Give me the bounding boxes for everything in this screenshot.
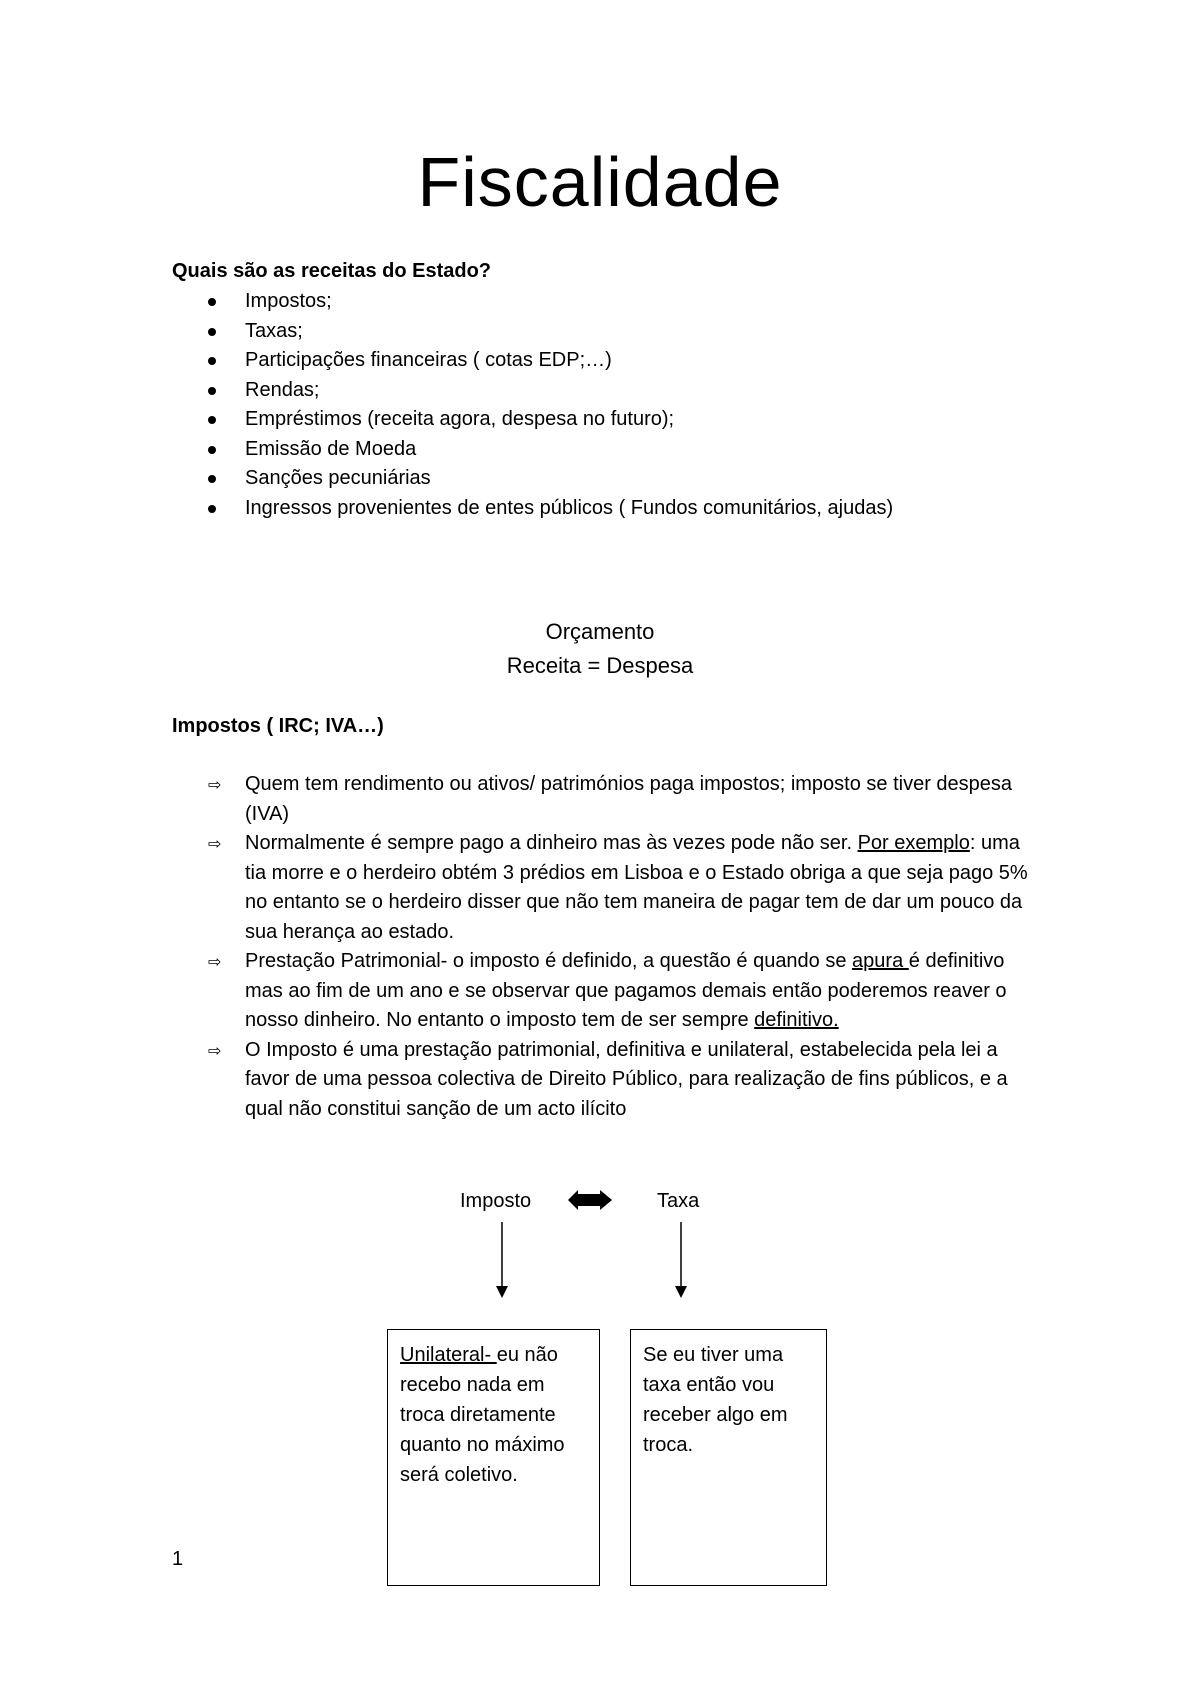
revenues-heading: Quais são as receitas do Estado?	[172, 260, 492, 282]
list-item: ⇨ O Imposto é uma prestação patrimonial, definitiva e unilateral, estabelecida pela lei a favor de uma pessoa colectiva de Direito Público, para realização de fins públicos, e a qual não constitui sanção de um acto ilícito	[172, 1036, 1042, 1125]
impostos-heading: Impostos ( IRC; IVA…)	[172, 715, 384, 737]
page-title: Fiscalidade	[417, 143, 783, 221]
list-item: ⇨ Prestação Patrimonial- o imposto é definido, a questão é quando se apura é definitivo mas ao fim de um ano e se observar que pagamos demais então poderemos reaver o nosso dinheiro. No entanto o imposto tem de ser sempre definitivo.	[172, 947, 1042, 1036]
page-number: 1	[172, 1548, 184, 1570]
imposto-label: Imposto	[460, 1190, 532, 1212]
list-item: Rendas;	[172, 376, 893, 406]
double-arrow-icon: ⇨	[208, 1040, 222, 1060]
double-arrow-icon: ⇨	[208, 834, 222, 853]
list-item: Empréstimos (receita agora, despesa no futuro);	[172, 405, 893, 435]
underlined-text: definitivo.	[754, 1009, 839, 1031]
list-item: Sanções pecuniárias	[172, 464, 893, 494]
list-item: Emissão de Moeda	[172, 435, 893, 465]
list-item: Ingressos provenientes de entes públicos ( Fundos comunitários, ajudas)	[172, 494, 893, 524]
left-arrow-head	[496, 1286, 508, 1298]
underlined-text: Unilateral-	[400, 1344, 497, 1366]
list-item: Participações financeiras ( cotas EDP;…)	[172, 346, 893, 376]
list-item: Impostos;	[172, 287, 893, 317]
budget-equation: Receita = Despesa	[506, 653, 694, 678]
taxa-label: Taxa	[657, 1190, 700, 1212]
budget-title: Orçamento	[545, 619, 655, 644]
double-arrow-icon: ⇨	[208, 952, 222, 971]
right-arrow-head	[675, 1286, 687, 1298]
underlined-text: Por exemplo	[857, 832, 970, 854]
double-arrow-icon: ⇨	[208, 775, 222, 794]
list-item: Taxas;	[172, 317, 893, 347]
double-arrow-shape-icon	[568, 1190, 612, 1210]
unilateral-box: Unilateral- eu não recebo nada em troca diretamente quanto no máximo será coletivo.	[387, 1329, 600, 1586]
underlined-text: apura	[852, 950, 909, 972]
list-item: ⇨ Normalmente é sempre pago a dinheiro mas às vezes pode não ser. Por exemplo: uma tia morre e o herdeiro obtém 3 prédios em Lisboa e o Estado obriga a que seja pago 5% no entanto se o herdeiro disser que não tem maneira de pagar tem de dar um pouco da sua herança ao estado.	[172, 829, 1042, 947]
list-item: ⇨ Quem tem rendimento ou ativos/ patrimónios paga impostos; imposto se tiver despesa (IVA)	[172, 770, 1042, 829]
taxa-box: Se eu tiver uma taxa então vou receber algo em troca.	[630, 1329, 827, 1586]
